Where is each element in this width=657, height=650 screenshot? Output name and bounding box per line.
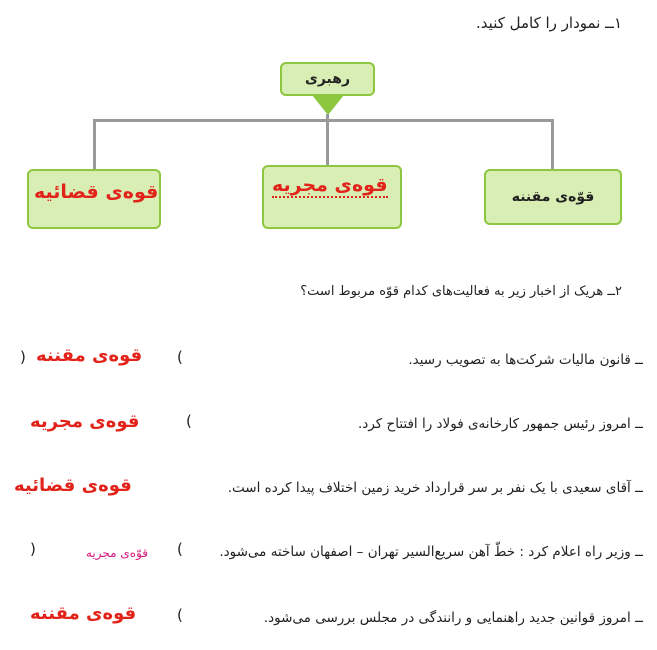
connector-left [93, 119, 96, 171]
top-box-label: رهبری [304, 71, 351, 87]
connector-middle [326, 114, 329, 168]
answer-2: قوه‌ی مجریه [30, 411, 140, 432]
news-item-1: ــ قانون مالیات شرکت‌ها به تصویب رسید. [408, 352, 643, 368]
answer-3: قوه‌ی قضائیه [14, 475, 132, 496]
paren-open-2: ( [186, 412, 192, 430]
paren-open-5: ( [177, 606, 183, 624]
box-legislative-label: قوّه‌ی مقننه [511, 189, 595, 205]
diagram-answer-executive: قوه‌ی مجریه [272, 174, 388, 196]
question-2-title: ۲ــ هریک از اخبار زیر به فعالیت‌های کدام قوّه مربوط است؟ [300, 284, 622, 299]
question-1-title: ۱ــ نمودار را کامل کنید. [476, 14, 622, 32]
paren-close-1: ) [20, 348, 26, 366]
news-item-2: ــ امروز رئیس جمهور کارخانه‌ی فولاد را افتتاح کرد. [358, 416, 643, 432]
top-box-leadership [280, 62, 375, 96]
box-legislative [484, 169, 622, 225]
news-item-4: ــ وزیر راه اعلام کرد : خطّ آهن سریع‌السیر تهران – اصفهان ساخته می‌شود. [219, 544, 643, 560]
connector-horizontal [93, 119, 554, 122]
news-item-3: ــ آقای سعیدی با یک نفر بر سر قرارداد خرید زمین اختلاف پیدا کرده است. [227, 480, 643, 496]
diagram-answer-judiciary: قوه‌ی قضائیه [34, 181, 159, 203]
paren-close-4: ) [30, 540, 36, 558]
connector-right [551, 119, 554, 171]
news-item-5: ــ امروز قوانین جدید راهنمایی و رانندگی در مجلس بررسی می‌شود. [263, 610, 643, 626]
paren-open-1: ( [177, 348, 183, 366]
answer-1: قوه‌ی مقننه [36, 345, 143, 366]
answer-4: قوّه‌ی مجریه [86, 546, 148, 560]
answer-5: قوه‌ی مقننه [30, 603, 137, 624]
paren-open-4: ( [177, 540, 183, 558]
